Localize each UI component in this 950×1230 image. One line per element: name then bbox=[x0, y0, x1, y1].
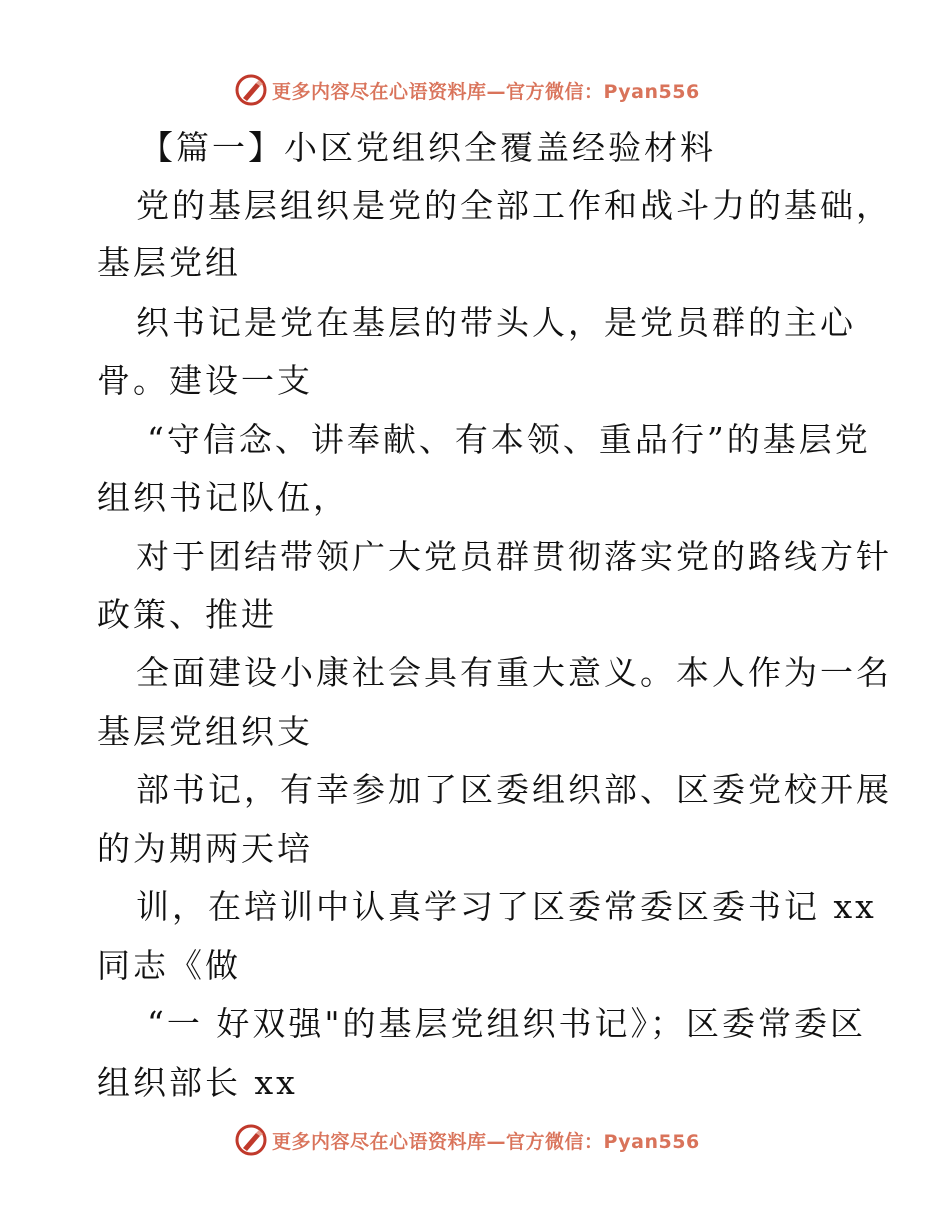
paragraph-line: 组织部长 xx bbox=[97, 1063, 298, 1102]
paragraph-line: 骨。建设一支 bbox=[97, 361, 313, 400]
pen-logo-icon bbox=[234, 1123, 268, 1157]
paragraph-line: 党的基层组织是党的全部工作和战斗力的基础， bbox=[136, 186, 892, 225]
header-banner bbox=[234, 72, 700, 108]
paragraph-line: 对于团结带领广大党员群贯彻落实党的路线方针 bbox=[136, 537, 892, 576]
header-banner-text: 更多内容尽在心语资料库—官方微信：Pyan556 bbox=[272, 80, 700, 103]
paragraph-line: “一 好双强"的基层党组织书记》；区委常委区 bbox=[147, 1004, 867, 1043]
paragraph-line: 同志《做 bbox=[97, 946, 241, 985]
paragraph-line: “守信念、讲奉献、有本领、重品行”的基层党 bbox=[147, 420, 871, 459]
paragraph-line: 部书记，有幸参加了区委组织部、区委党校开展 bbox=[136, 770, 892, 809]
paragraph-line: 全面建设小康社会具有重大意义。本人作为一名 bbox=[136, 653, 892, 692]
paragraph-line: 训，在培训中认真学习了区委常委区委书记 xx bbox=[136, 887, 877, 926]
footer-banner bbox=[234, 1122, 700, 1158]
paragraph-line: 基层党组织支 bbox=[97, 712, 313, 751]
pen-logo-icon bbox=[234, 73, 268, 107]
document-title: 【篇一】小区党组织全覆盖经验材料 bbox=[140, 128, 716, 167]
footer-banner-text: 更多内容尽在心语资料库—官方微信：Pyan556 bbox=[272, 1130, 700, 1153]
paragraph-line: 的为期两天培 bbox=[97, 829, 313, 868]
paragraph-line: 组织书记队伍， bbox=[97, 478, 349, 517]
paragraph-line: 政策、推进 bbox=[97, 595, 277, 634]
paragraph-line: 基层党组 bbox=[97, 243, 241, 282]
paragraph-line: 织书记是党在基层的带头人，是党员群的主心 bbox=[136, 303, 856, 342]
